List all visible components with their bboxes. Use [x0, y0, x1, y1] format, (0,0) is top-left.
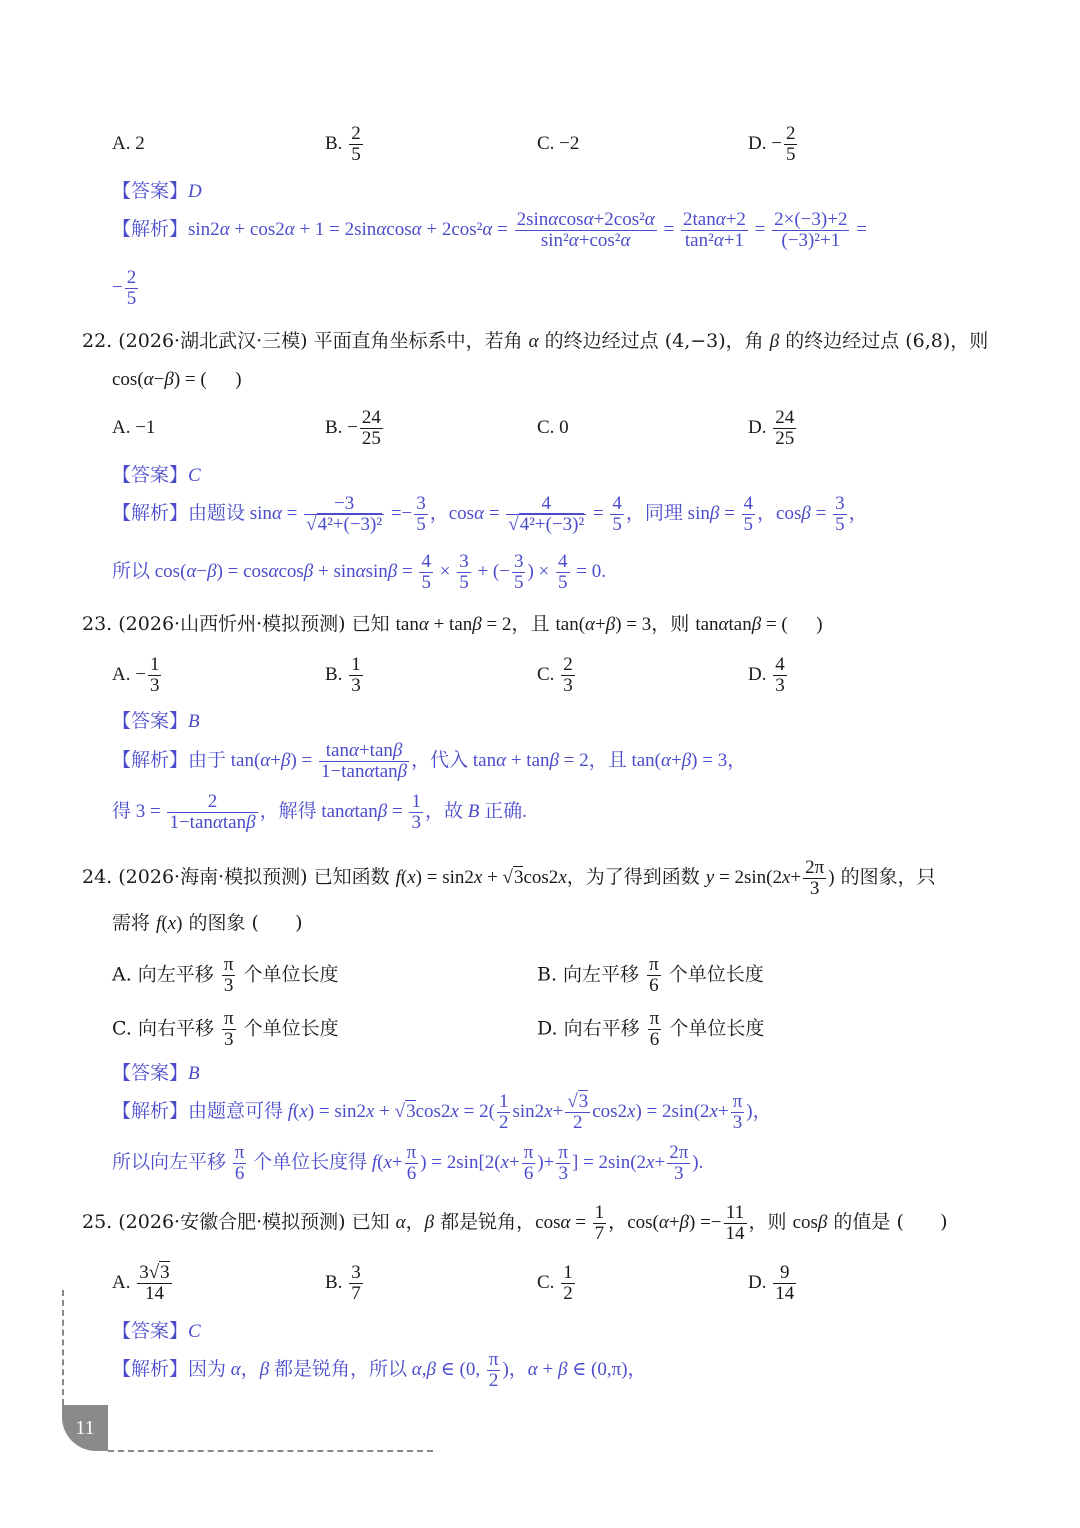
q22-stem-line2: cos(α−β) = ( ) [112, 369, 242, 390]
q24-stem-line1: 24. (2026·海南·模拟预测) 已知函数 f(x) = sin2x + √3cos2x，为了得到函数 y = 2sin(2x+ $\frac{2\pi}{3}$ ) 的图象，只 [82, 857, 936, 899]
q24-answer: 【答案】B [112, 1062, 200, 1084]
q24-option-c: C. 向右平移 $\frac{\pi}{3}$ 个单位长度 [112, 1008, 339, 1050]
q21-option-d: D. − $\frac{2}{5}$ [748, 123, 796, 165]
q23-option-a: A. − $\frac{1}{3}$ [112, 654, 160, 696]
q24-option-b: B. 向左平移 $\frac{\pi}{6}$ 个单位长度 [537, 954, 764, 996]
q25-option-c: C. $\frac{1}{2}$ [537, 1262, 573, 1304]
q23-analysis-line2: 得 3 = $\frac{2}{1-\tan\alpha\tan\beta}$ ，解得 tanαtanβ = $\frac{1}{3}$ ，故 B 正确. [112, 791, 527, 833]
q21-option-b: B. $\frac{2}{5}$ [325, 123, 361, 165]
q23-option-d: D. $\frac{4}{3}$ [748, 654, 785, 696]
q25-stem: 25. (2026·安徽合肥·模拟预测) 已知 α，β 都是锐角，cosα = $\frac{1}{7}$ ，cos(α+β) =− $\frac{11}{14}$ ，则 cosβ 的值是 ( ) [82, 1202, 948, 1244]
q21-option-c: C. −2 [537, 133, 580, 154]
q23-option-c: C. $\frac{2}{3}$ [537, 654, 573, 696]
q24-analysis-line1: 【解析】由题意可得 f(x) = sin2x + √3cos2x = 2( $\frac{1}{2}$ sin2x+ $\frac{√3}{2}$ cos2x) = 2sin(2x+ $\frac{\pi}{3}$ )， [112, 1091, 772, 1133]
q23-analysis-line1: 【解析】由于 tan(α+β) = $\frac{\tan\alpha+\tan\beta}{1-\tan\alpha\tan\beta}$ ，代入 tanα + tanβ = 2，且 tan(α+β) = 3， [112, 740, 747, 782]
q21-option-a: A. 2 [112, 133, 145, 154]
q25-option-a: A. $\frac{3√3}{14}$ [112, 1262, 170, 1304]
q25-option-b: B. $\frac{3}{7}$ [325, 1262, 361, 1304]
page-corner-dashed-horizontal [108, 1450, 433, 1452]
q25-answer: 【答案】C [112, 1320, 201, 1342]
q22-option-a: A. −1 [112, 417, 156, 438]
q24-stem-line2: 需将 f(x) 的图象 ( ) [112, 912, 303, 934]
page-corner-dashed-vertical [62, 1290, 64, 1405]
q24-analysis-line2: 所以向左平移 $\frac{\pi}{6}$ 个单位长度得 f(x+ $\frac{\pi}{6}$ ) = 2sin[2(x+ $\frac{\pi}{6}$ )+ $\frac{\pi}{3}$ ] = 2sin(2x+ $\frac{2\pi}{3}$ ). [112, 1142, 704, 1184]
q25-analysis-line1: 【解析】因为 α，β 都是锐角，所以 α,β ∈ (0, $\frac{\pi}{2}$ )，α + β ∈ (0,π)， [112, 1349, 647, 1391]
q22-analysis-line2: 所以 cos(α−β) = cosαcosβ + sinαsinβ = $\frac{4}{5}$ × $\frac{3}{5}$ + (− $\frac{3}{5}$ ) × $\frac{4}{5}$ = 0. [112, 551, 606, 593]
q21-analysis: 【解析】sin2α + cos2α + 1 = 2sinαcosα + 2cos²α = $\frac{\text{2sinαcosα+2cos²α}}{\text{sin²α+cos²α}}$ = $\frac{2\tan\alpha+2}{\text{tan²α+1}}$ = $\frac{2\times(-3)+2}{\text{(−3)²+1}}$ = [112, 209, 867, 251]
q25-option-d: D. $\frac{9}{14}$ [748, 1262, 795, 1304]
q21-answer: 【答案】D [112, 180, 202, 202]
q24-option-d: D. 向右平移 $\frac{\pi}{6}$ 个单位长度 [537, 1008, 765, 1050]
q23-answer: 【答案】B [112, 710, 200, 732]
q22-option-c: C. 0 [537, 417, 569, 438]
q22-stem: 22. (2026·湖北武汉·三模) 平面直角坐标系中，若角 α 的终边经过点 (4,−3)，角 β 的终边经过点 (6,8)，则 [82, 330, 989, 352]
q23-stem: 23. (2026·山西忻州·模拟预测) 已知 tanα + tanβ = 2，且 tan(α+β) = 3，则 tanαtanβ = ( ) [82, 613, 823, 635]
q22-option-b: B. − $\frac{24}{25}$ [325, 407, 381, 449]
q24-option-a: A. 向左平移 $\frac{\pi}{3}$ 个单位长度 [112, 954, 339, 996]
q21-analysis-result: − $\frac{2}{5}$ [112, 267, 137, 309]
q22-option-d: D. $\frac{24}{25}$ [748, 407, 795, 449]
q22-answer: 【答案】C [112, 464, 201, 486]
page-number: 11 [62, 1405, 108, 1451]
q22-analysis-line1: 【解析】由题设 sinα = $\frac{-3}{\text{√4²+(−3)²}}$ =− $\frac{3}{5}$ ，cosα = $\frac{4}{\text{√4²+(−3)²}}$ = $\frac{4}{5}$ ，同理 sinβ = $\frac{4}{5}$ ，cosβ = $\frac{3}{5}$ ， [112, 493, 868, 535]
q23-option-b: B. $\frac{1}{3}$ [325, 654, 361, 696]
